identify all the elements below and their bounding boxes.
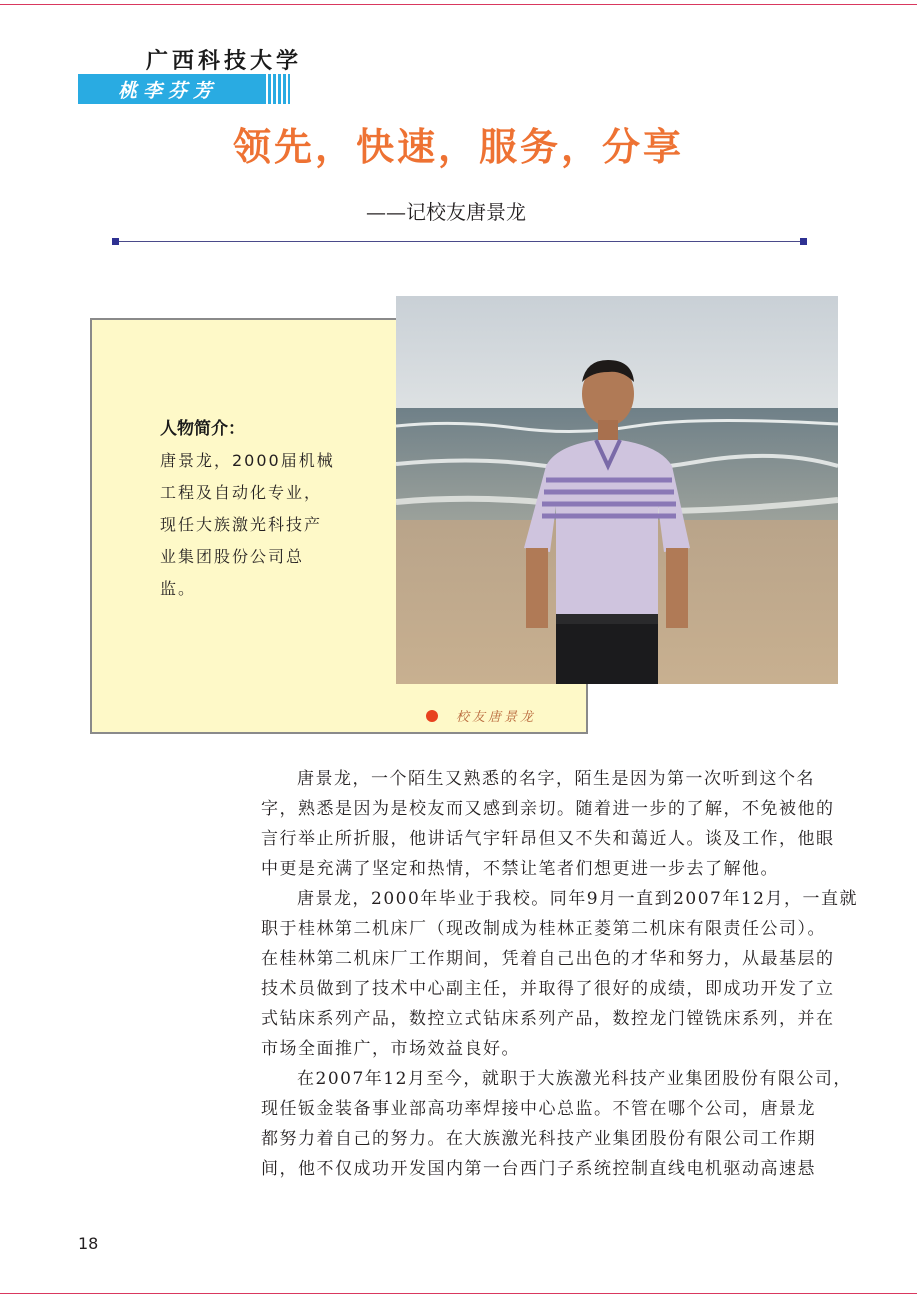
divider-square-left [112, 238, 119, 245]
profile-line: 监。 [160, 579, 197, 598]
alumnus-photo [396, 296, 838, 684]
bottom-rule [0, 1293, 917, 1294]
caption-dot-icon [426, 710, 438, 722]
page-number: 18 [78, 1234, 99, 1253]
body-line: 间，他不仅成功开发国内第一台西门子系统控制直线电机驱动高速悬 [261, 1159, 816, 1179]
profile-line: 工程及自动化专业， [160, 483, 323, 502]
photo-caption: 校友唐景龙 [456, 710, 537, 725]
profile-line: 唐景龙，2000届机械 [160, 451, 335, 470]
body-line: 市场全面推广，市场效益良好。 [261, 1039, 520, 1059]
body-line: 言行举止所折服，他讲话气宇轩昂但又不失和蔼近人。谈及工作，他眼 [261, 829, 835, 849]
profile-line: 现任大族激光科技产 [160, 515, 323, 534]
profile-heading: 人物简介： [160, 419, 245, 439]
title-divider [118, 241, 802, 242]
body-line: 字，熟悉是因为是校友而又感到亲切。随着进一步的了解，不免被他的 [261, 799, 835, 819]
body-line: 现任钣金装备事业部高功率焊接中心总监。不管在哪个公司，唐景龙 [261, 1099, 816, 1119]
body-line: 唐景龙，一个陌生又熟悉的名字，陌生是因为第一次听到这个名 [297, 769, 815, 789]
banner-stripes [266, 74, 290, 104]
body-line: 都努力着自己的努力。在大族激光科技产业集团股份有限公司工作期 [261, 1129, 816, 1149]
body-line: 唐景龙，2000年毕业于我校。同年9月一直到2007年12月，一直就 [297, 889, 858, 909]
article-subtitle: ——记校友唐景龙 [366, 200, 526, 224]
body-line: 在2007年12月至今，就职于大族激光科技产业集团股份有限公司， [297, 1069, 852, 1089]
article-title: 领先，快速，服务，分享 [232, 124, 684, 169]
column-banner [78, 74, 290, 104]
body-line: 职于桂林第二机床厂（现改制成为桂林正菱第二机床有限责任公司）。 [261, 919, 826, 939]
body-line: 在桂林第二机床厂工作期间，凭着自己出色的才华和努力，从最基层的 [261, 949, 835, 969]
body-line: 技术员做到了技术中心副主任，并取得了很好的成绩，即成功开发了立 [261, 979, 835, 999]
column-title: 桃李芬芳 [118, 80, 219, 102]
body-line: 中更是充满了坚定和热情，不禁让笔者们想更进一步去了解他。 [261, 859, 779, 879]
university-name: 广西科技大学 [146, 48, 303, 74]
body-line: 式钻床系列产品，数控立式钻床系列产品，数控龙门镗铣床系列，并在 [261, 1009, 835, 1029]
article-body [261, 764, 858, 1184]
profile-line: 业集团股份公司总 [160, 547, 305, 566]
divider-square-right [800, 238, 807, 245]
top-rule [0, 4, 917, 5]
